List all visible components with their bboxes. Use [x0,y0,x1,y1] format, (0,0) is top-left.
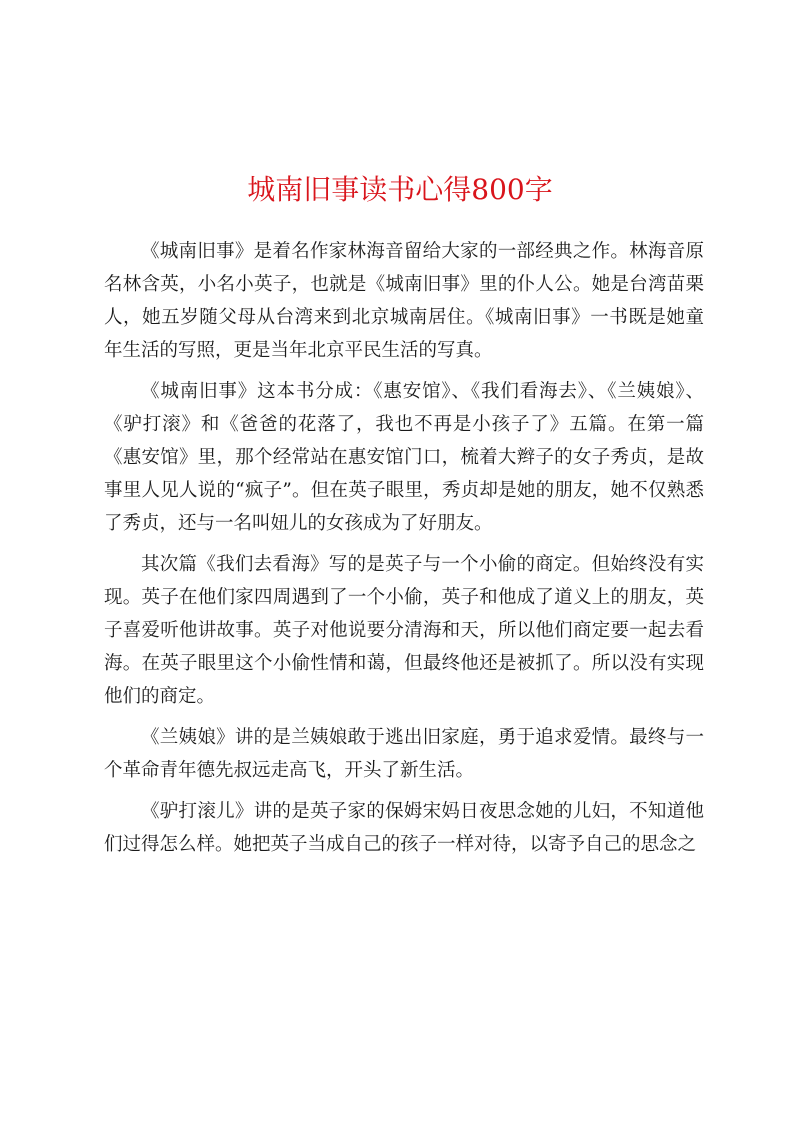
paragraph-aunt-lan: 《兰姨娘》讲的是兰姨娘敢于逃出旧家庭，勇于追求爱情。最终与一个革命青年德先叔远走高飞，开头了新生活。 [104,727,704,781]
paragraph-intro: 《城南旧事》是着名作家林海音留给大家的一部经典之作。林海音原名林含英，小名小英子，也就是《城南旧事》里的仆人公。她是台湾苗栗人，她五岁随父母从台湾来到北京城南居住。《城南旧事》一书既是她童年生活的写照，更是当年北京平民生活的写真。 [104,241,704,361]
paragraph-see-the-sea: 其次篇《我们去看海》写的是英子与一个小偷的商定。但始终没有实现。英子在他们家四周遇到了一个小偷，英子和他成了道义上的朋友，英子喜爱听他讲故事。英子对他说要分清海和天，所以他们商定要一起去看海。在英子眼里这个小偷性情和蔼，但最终他还是被抓了。所以没有实现他们的商定。 [104,554,704,707]
document-title: 城南旧事读书心得800字 [247,173,553,206]
document-body [104,235,704,869]
paragraph-structure: 《城南旧事》这本书分成：《惠安馆》、《我们看海去》、《兰姨娘》、《驴打滚》和《爸爸的花落了，我也不再是小孩子了》五篇。在第一篇《惠安馆》里，那个经常站在惠安馆门口，梳着大辫子的女子秀贞，是故事里人见人说的“疯子”。但在英子眼里，秀贞却是她的朋友，她不仅熟悉了秀贞，还与一名叫妞儿的女孩成为了好朋友。 [104,381,704,534]
paragraph-donkey-roll: 《驴打滚儿》讲的是英子家的保姆宋妈日夜思念她的儿妇，不知道他们过得怎么样。她把英子当成自己的孩子一样对待，以寄予自己的思念之 [104,801,704,855]
